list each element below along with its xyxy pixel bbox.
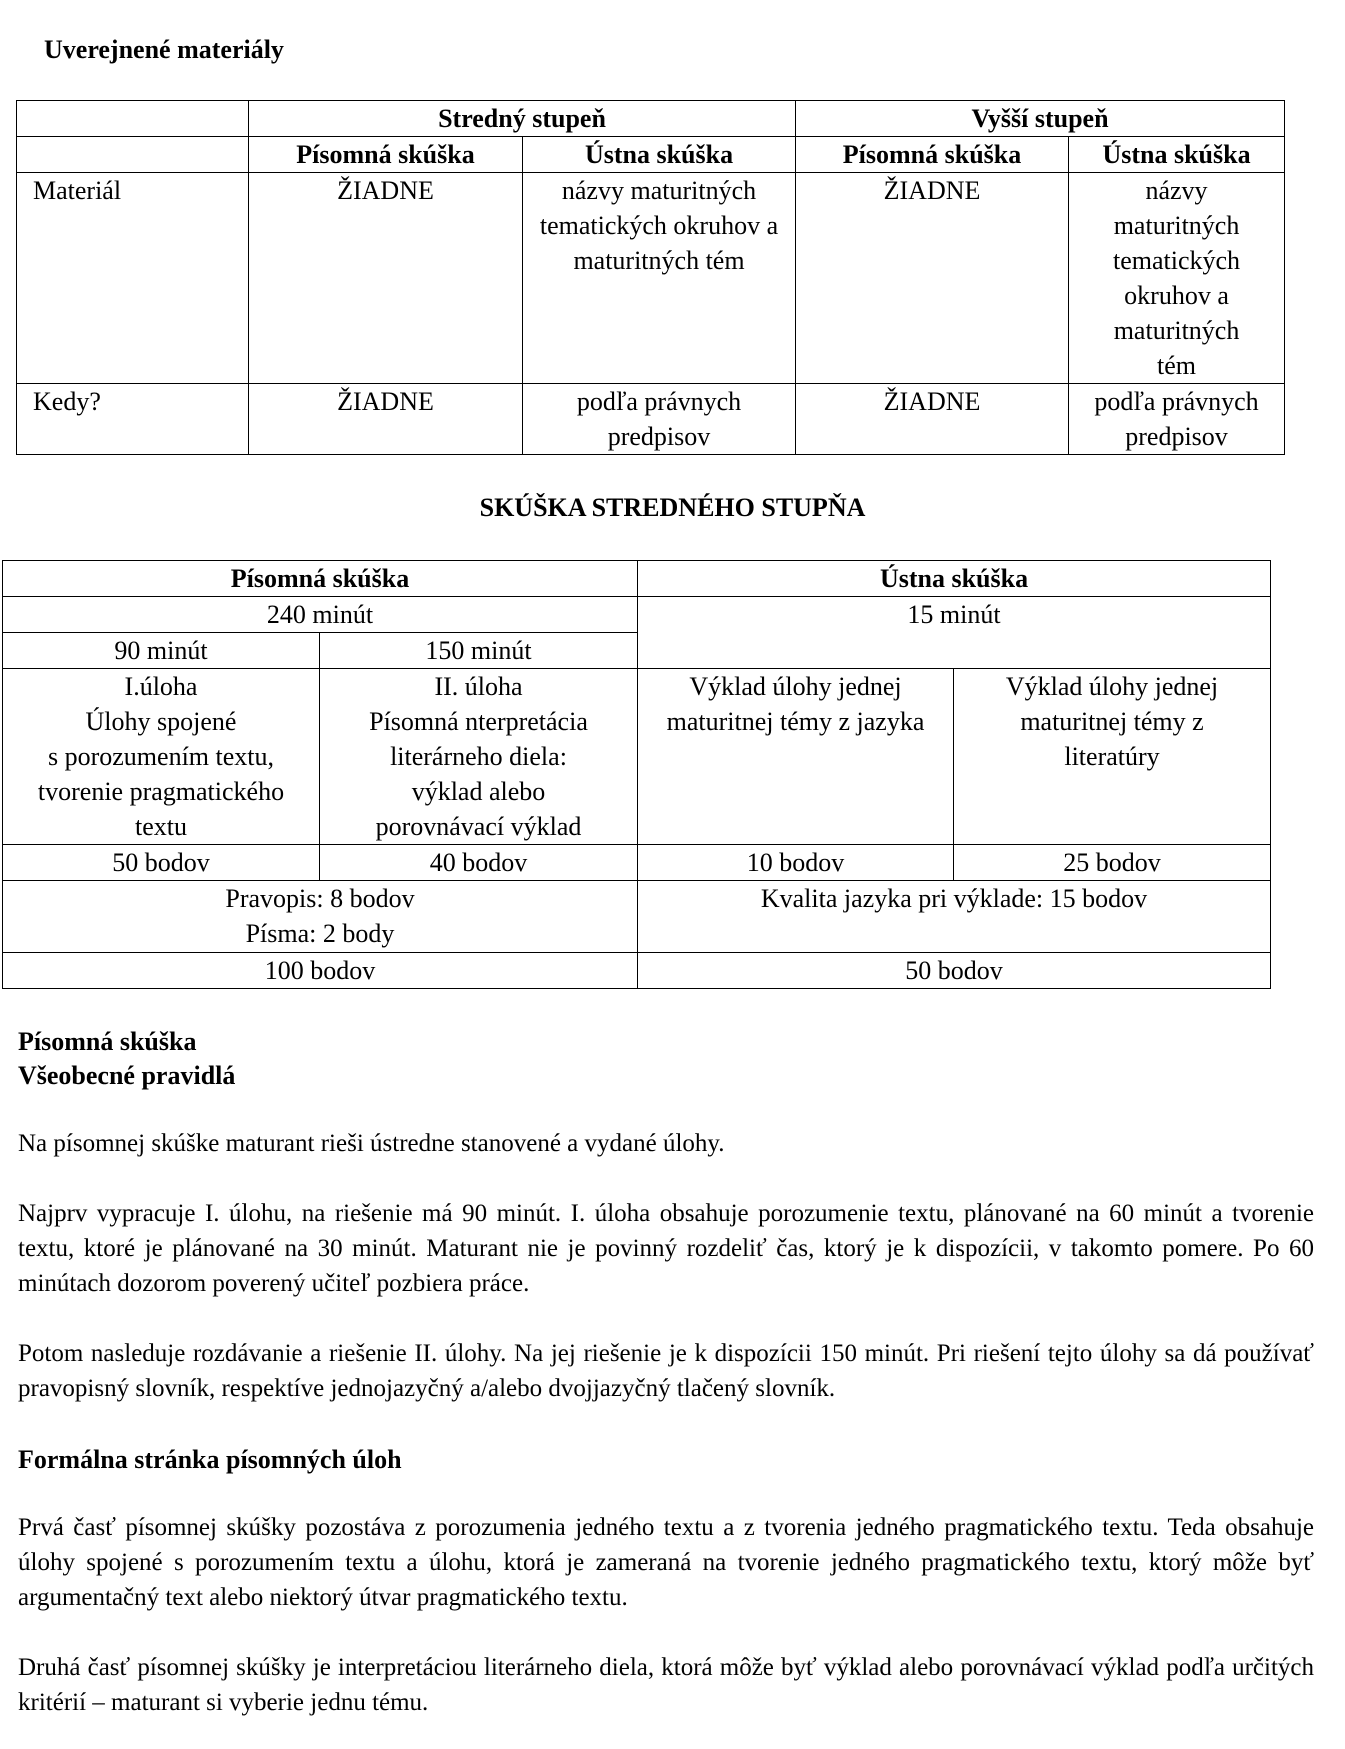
paragraph-2: Najprv vypracuje I. úlohu, na riešenie má 90 minút. I. úloha obsahuje porozumenie textu, plánované na 60 minút a tvorenie textu, ktoré je plánované na 30 minút. Maturant nie je povinný rozdeliť čas, ktorý je k dispozícii, v takomto pomere. Po 60 minútach dozorom poverený učiteľ pozbiera práce. (18, 1200, 1314, 1297)
time-part2: 150 minút (320, 633, 638, 669)
when-mid-written: ŽIADNE (249, 384, 523, 455)
section-title: SKÚŠKA STREDNÉHO STUPŇA (479, 493, 866, 522)
materials-corner-cell-2 (17, 137, 249, 173)
written-total-time: 240 minút (3, 597, 638, 633)
when-high-oral: podľa právnych predpisov (1069, 384, 1285, 455)
paragraph-5: Druhá časť písomnej skúšky je interpretáciou literárneho diela, ktorá môže byť výklad alebo porovnávací výklad podľa určitých kritérií – maturant si vyberie jednu tému. (18, 1654, 1314, 1716)
oral-task2-description: Výklad úlohy jednej maturitnej témy z literatúry (954, 669, 1271, 845)
material-mid-written: ŽIADNE (249, 173, 523, 384)
material-high-oral: názvy maturitných tematických okruhov a maturitných tém (1069, 173, 1285, 384)
formal-aspect-title: Formálna stránka písomných úloh (18, 1445, 402, 1474)
page-title: Uverejnené materiály (44, 35, 284, 64)
materials-table (16, 100, 1285, 455)
level-middle-header: Stredný stupeň (249, 101, 796, 137)
row-label-material: Materiál (17, 173, 249, 384)
oral-task1-description: Výklad úlohy jednej maturitnej témy z jazyka (638, 669, 954, 845)
paragraph-4: Prvá časť písomnej skúšky pozostáva z porozumenia jedného textu a z tvorenia jedného pragmatického textu. Teda obsahuje úlohy spojené s porozumením textu a úlohu, ktorá je zameraná na tvorenie jedného pragmatického textu, ktorý môže byť argumentačný text alebo niektorý útvar pragmatického textu. (18, 1514, 1314, 1611)
total-oral-points: 50 bodov (638, 953, 1271, 989)
paragraph-3: Potom nasleduje rozdávanie a riešenie II. úlohy. Na jej riešenie je k dispozícii 150 minút. Pri riešení tejto úlohy sa dá používať pravopisný slovník, respektíve jednojazyčný a/alebo dvojjazyčný tlačený slovník. (18, 1340, 1314, 1402)
paragraph-1: Na písomnej skúške maturant rieši ústredne stanovené a vydané úlohy. (18, 1130, 725, 1157)
extra-written-points: Pravopis: 8 bodov Písma: 2 body (3, 881, 638, 953)
points-oral1: 10 bodov (638, 845, 954, 881)
points-oral2: 25 bodov (954, 845, 1271, 881)
material-high-written: ŽIADNE (796, 173, 1069, 384)
mid-written-header: Písomná skúška (249, 137, 523, 173)
task2-description: II. úloha Písomná nterpretácia literárneho diela: výklad alebo porovnávací výklad (320, 669, 638, 845)
oral-total-time: 15 minút (638, 597, 1271, 669)
points-task2: 40 bodov (320, 845, 638, 881)
row-label-when: Kedy? (17, 384, 249, 455)
written-exam-header: Písomná skúška (3, 561, 638, 597)
oral-exam-header: Ústna skúška (638, 561, 1271, 597)
material-mid-oral: názvy maturitných tematických okruhov a maturitných tém (523, 173, 796, 384)
points-task1: 50 bodov (3, 845, 320, 881)
level-higher-header: Vyšší stupeň (796, 101, 1285, 137)
general-rules-title: Všeobecné pravidlá (18, 1061, 236, 1090)
mid-oral-header: Ústna skúška (523, 137, 796, 173)
exam-table (2, 560, 1271, 989)
when-mid-oral: podľa právnych predpisov (523, 384, 796, 455)
high-oral-header: Ústna skúška (1069, 137, 1285, 173)
when-high-written: ŽIADNE (796, 384, 1069, 455)
time-part1: 90 minút (3, 633, 320, 669)
high-written-header: Písomná skúška (796, 137, 1069, 173)
written-exam-title: Písomná skúška (18, 1027, 197, 1056)
total-written-points: 100 bodov (3, 953, 638, 989)
task1-description: I.úloha Úlohy spojené s porozumením textu, tvorenie pragmatického textu (3, 669, 320, 845)
materials-corner-cell (17, 101, 249, 137)
extra-oral-points: Kvalita jazyka pri výklade: 15 bodov (638, 881, 1271, 953)
